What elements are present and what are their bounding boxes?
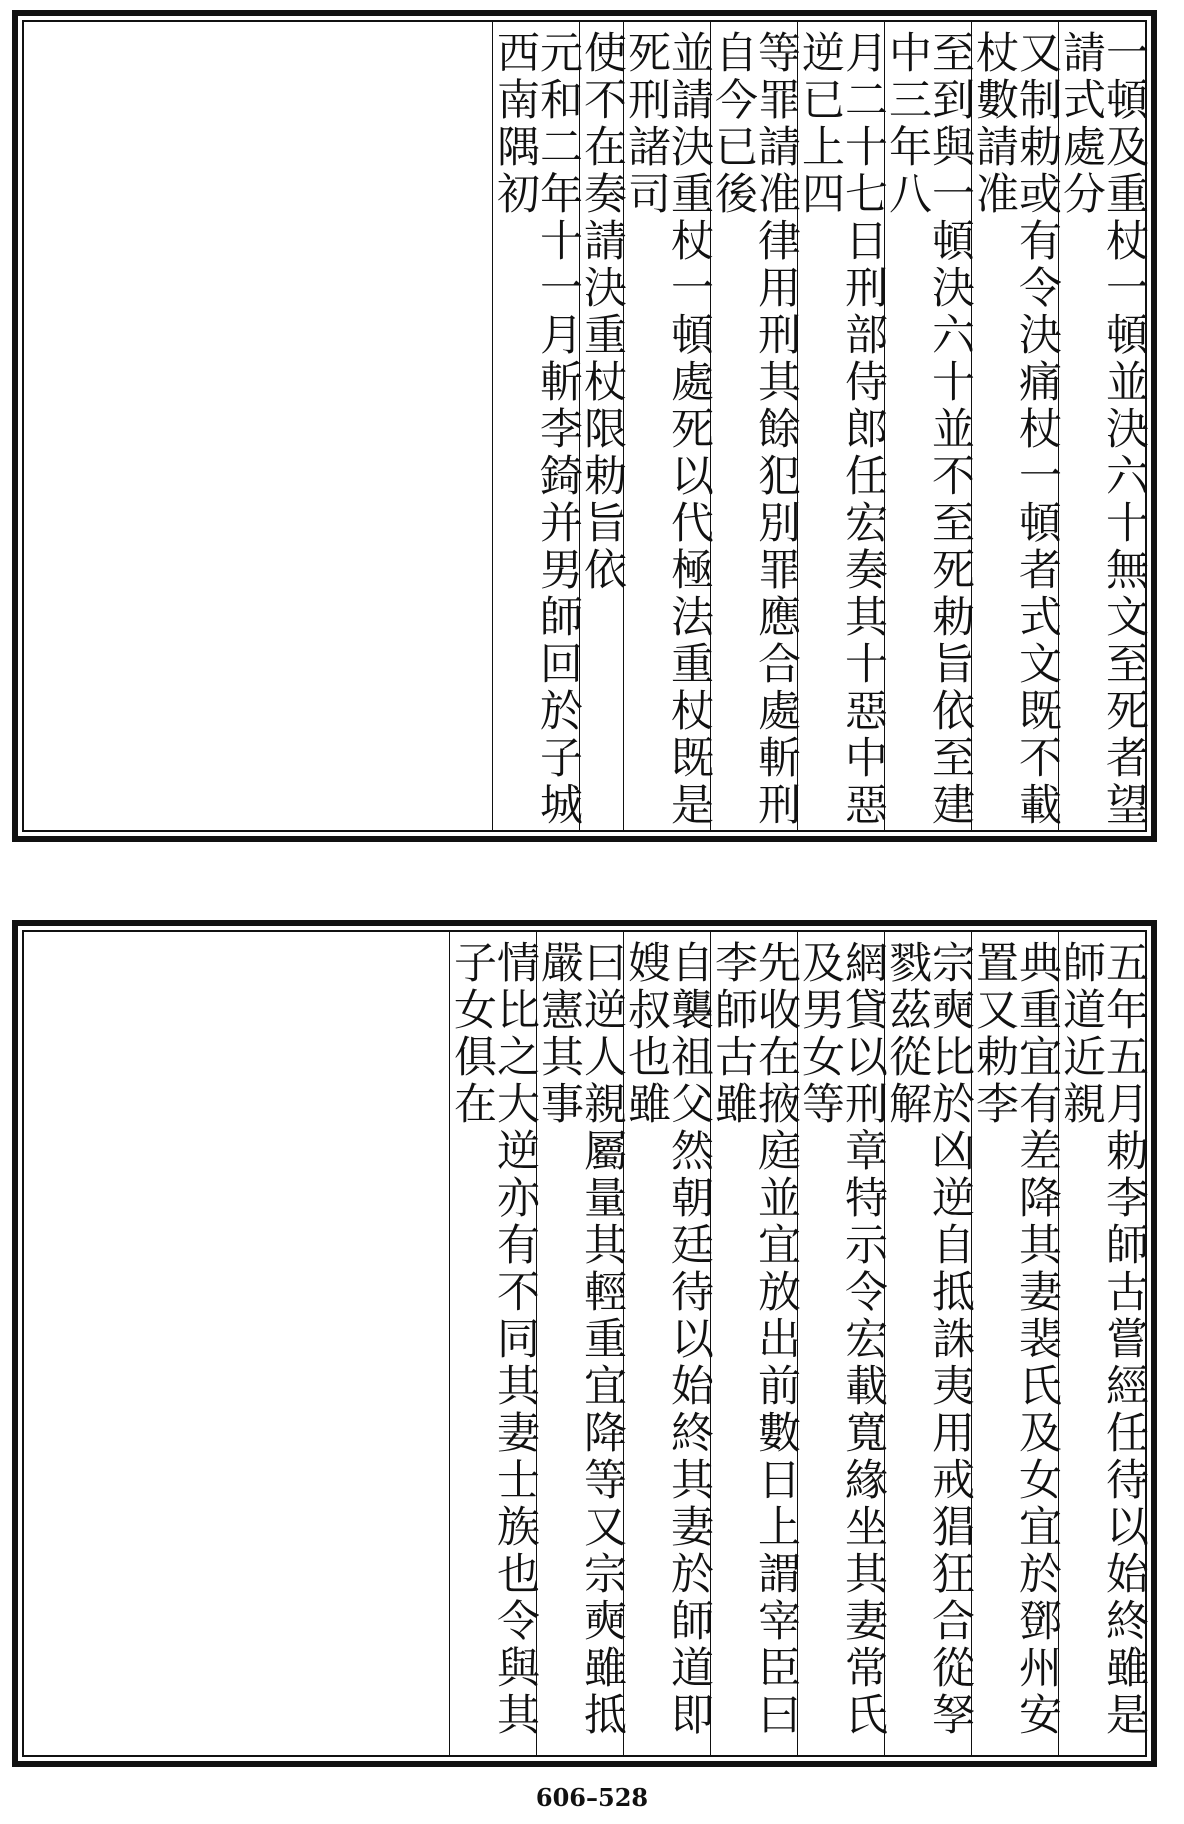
text-column: 等罪請准律用刑其餘犯別罪應合處斬刑自今已後: [710, 22, 797, 830]
text-column: 至到與一頓決六十並不至死勅旨依至建中三年八: [884, 22, 971, 830]
reprint-page-number: 606–528: [535, 1783, 649, 1812]
bottom-page-columns: [22, 930, 1147, 1757]
bottom-page-frame: [12, 920, 1157, 1767]
center-margin-column: [0, 932, 449, 1755]
text-column: 先收在掖庭並宜放出前數日上謂宰臣曰李師古雖: [710, 932, 797, 1755]
text-column: 情比之大逆亦有不同其妻士族也令與其子女俱在: [449, 932, 536, 1755]
text-column: 五年五月勅李師古嘗經任待以始終雖是師道近親: [1058, 932, 1145, 1755]
text-column: 自襲祖父然朝廷待以始終其妻於師道即嫂叔也雖: [623, 932, 710, 1755]
text-column: 網貸以刑章特示令宏載寬緣坐其妻常氏及男女等: [797, 932, 884, 1755]
text-column: 月二十七日刑部侍郎任宏奏其十惡中惡逆已上四: [797, 22, 884, 830]
text-column: 曰逆人親屬量其輕重宜降等又宗奭雖抵嚴憲其事: [536, 932, 623, 1755]
top-page-columns: [22, 20, 1147, 832]
text-column: 又制勅或有令決痛杖一頓者式文既不載杖數請准: [971, 22, 1058, 830]
text-column: 宗奭比於凶逆自抵誅夷用戒猖狂合從孥戮茲從解: [884, 932, 971, 1755]
text-column: 一頓及重杖一頓並決六十無文至死者望請式處分: [1058, 22, 1145, 830]
text-column: 典重宜有差降其妻裴氏及女宜於鄧州安置又勅李: [971, 932, 1058, 1755]
text-column: 使不在奏請決重杖限勅旨依: [579, 22, 623, 830]
center-margin-column: [0, 22, 492, 830]
top-page-frame: [12, 10, 1157, 842]
text-column: 並請決重杖一頓處死以代極法重杖既是死刑諸司: [623, 22, 710, 830]
text-column: 元和二年十一月斬李錡并男師回於子城西南隅初: [492, 22, 579, 830]
